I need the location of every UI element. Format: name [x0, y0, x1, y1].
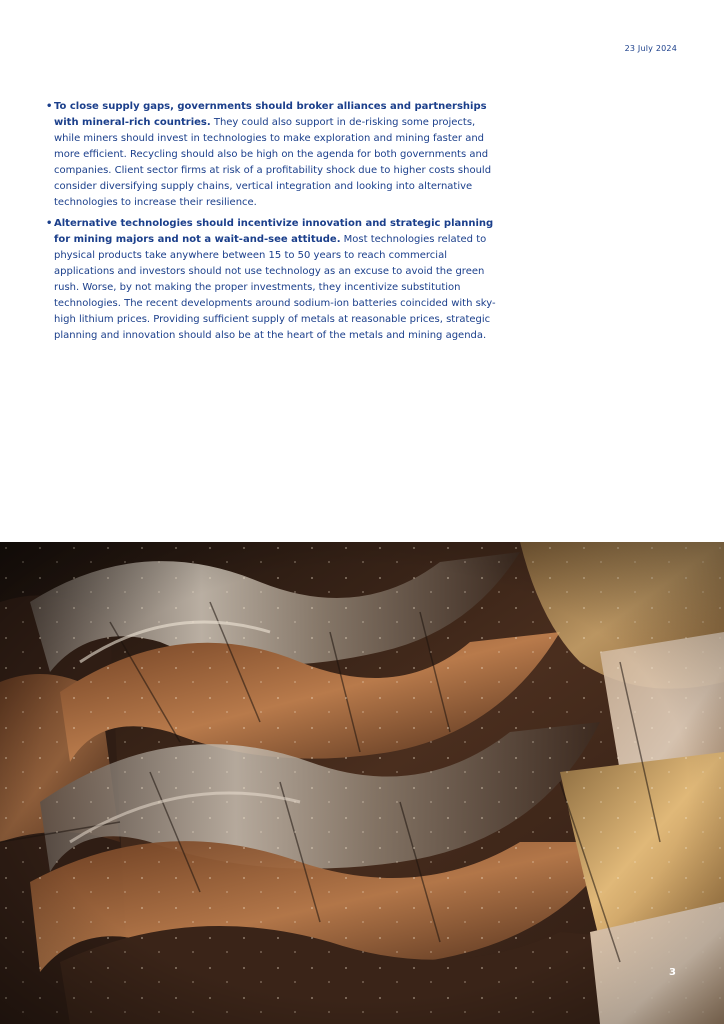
page-number: 3 — [669, 967, 676, 978]
metal-cladding-photo — [0, 542, 724, 1024]
bullet-marker: • — [46, 101, 53, 112]
bullet-body-text: They could also support in de-risking some projects, while miners should invest in technologies to make exploration and mining faster and more efficient. Recycling should also be high on the agenda for both governments and companies. Client sector firms at risk of a profitability shock due to higher costs should consider diversifying supply chains, vertical integration and looking into alternative technologies to increase their resilience. — [54, 117, 492, 208]
bullet-item-supply-gaps — [47, 99, 497, 211]
bullet-lead-text: To close supply gaps, governments should broker alliances and partnerships with mineral-rich countries. — [54, 101, 487, 128]
page-date: 23 July 2024 — [624, 44, 677, 53]
key-points-list — [47, 99, 497, 349]
bullet-item-alternative-technologies — [47, 216, 497, 344]
bullet-body-text: Most technologies related to physical products take anywhere between 15 to 50 years to reach commercial applications and investors should not use technology as an excuse to avoid the green rush. Worse, by not making the proper investments, they incentivize substitution technologies. The recent developments around sodium-ion batteries coincided with sky-high lithium prices. Providing sufficient supply of metals at reasonable prices, strategic planning and innovation should also be at the heart of the metals and mining agenda. — [54, 234, 496, 341]
bullet-lead-text: Alternative technologies should incentivize innovation and strategic planning for mining majors and not a wait-and-see attitude. — [54, 218, 494, 245]
bullet-marker: • — [46, 218, 53, 229]
